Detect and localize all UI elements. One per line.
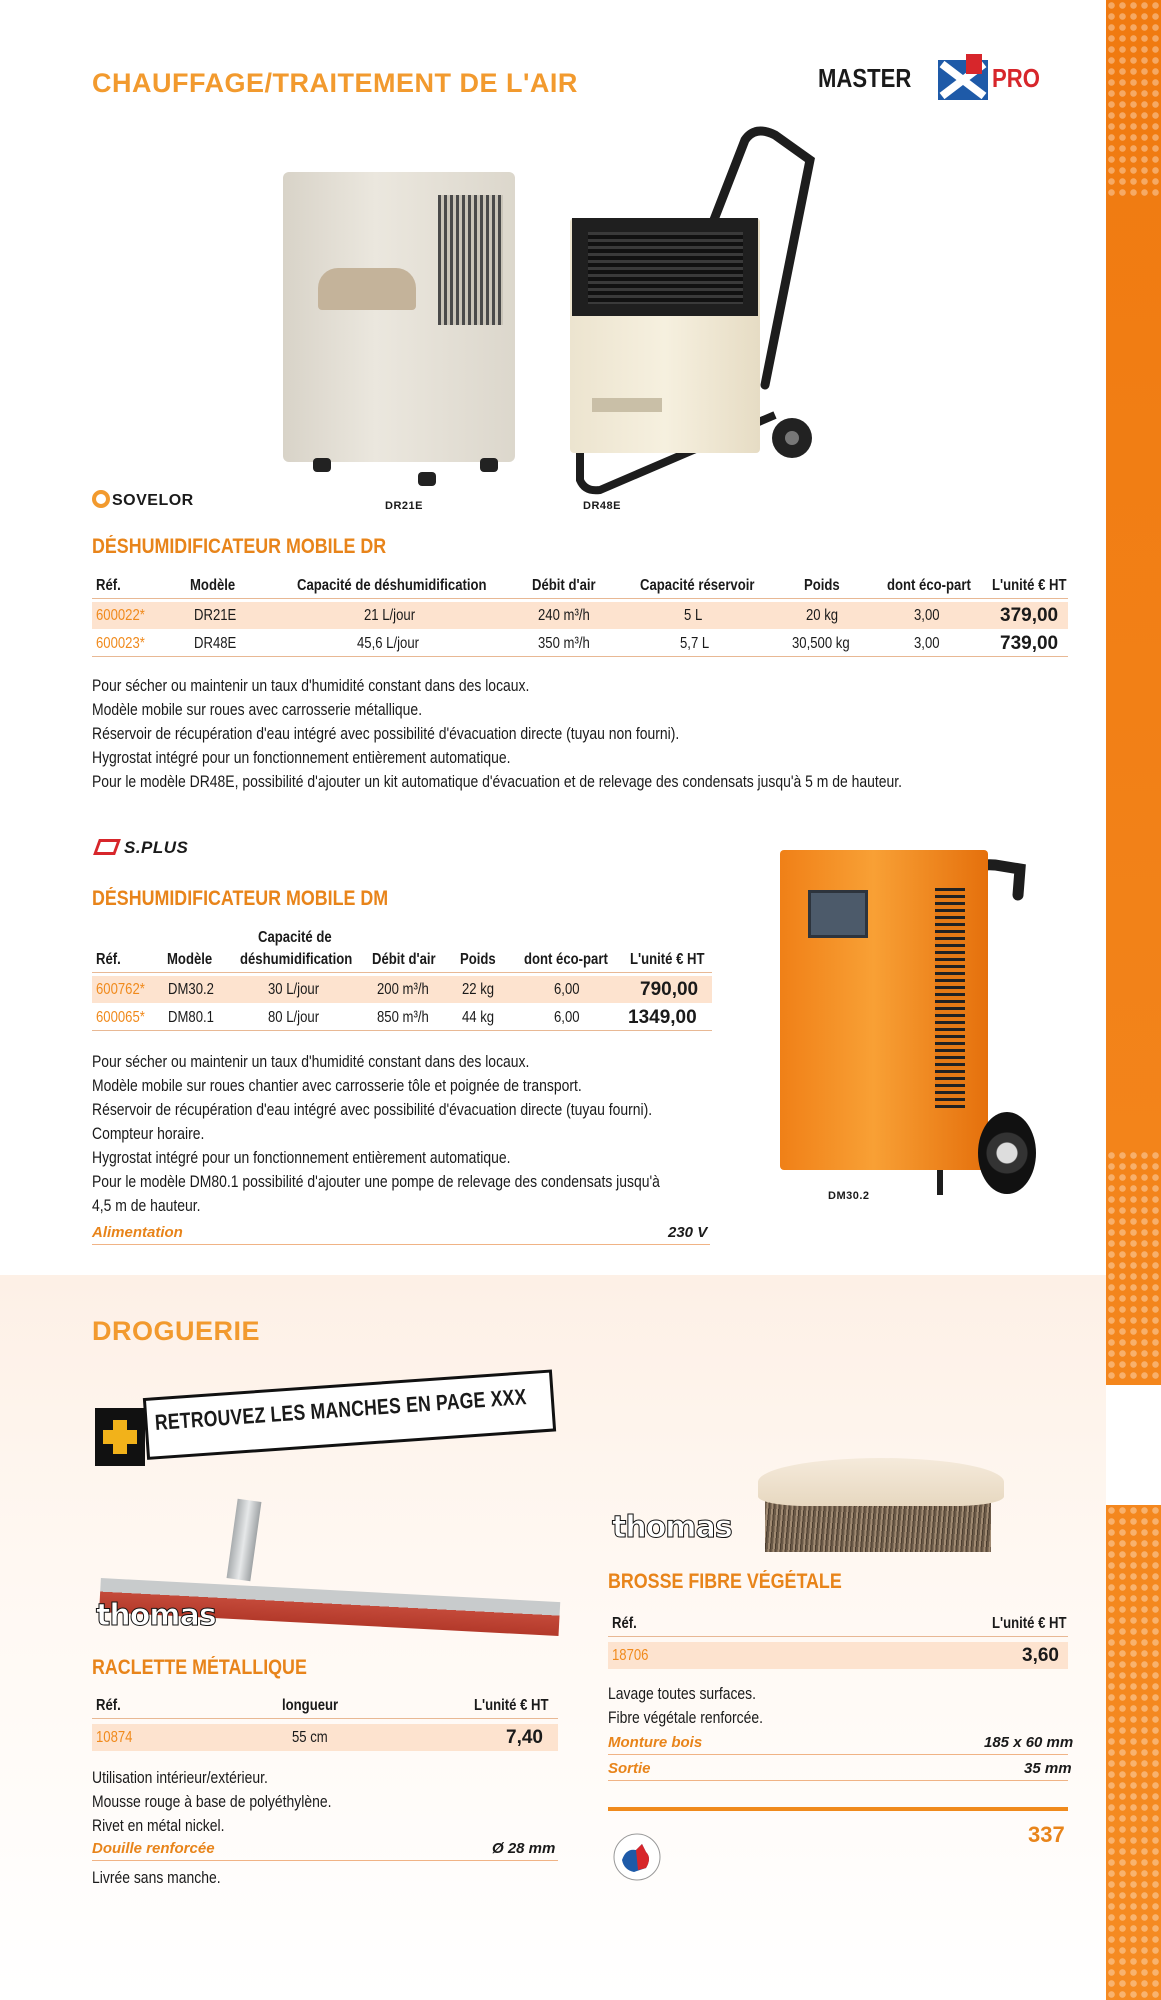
- cell-ref: 600023*: [96, 635, 145, 652]
- table-brosse: [608, 1610, 1068, 1670]
- description-dm: [92, 1050, 660, 1218]
- table-row: [92, 602, 1068, 629]
- table-raclette: [92, 1692, 558, 1752]
- cell-model: DM80.1: [168, 1009, 214, 1026]
- brosse-image: [758, 1458, 1004, 1506]
- description-line: Pour sécher ou maintenir un taux d'humidité constant dans des locaux.: [92, 1052, 530, 1071]
- description-line: Pour le modèle DM80.1 possibilité d'ajouter une pompe de relevage des condensats jusqu'à: [92, 1172, 660, 1191]
- col-eco: dont éco-part: [887, 577, 971, 594]
- col-capacity-line2: déshumidification: [240, 951, 353, 968]
- caption-dr21e: DR21E: [385, 500, 423, 512]
- spec-label-douille: Douille renforcée: [92, 1840, 215, 1857]
- spec-divider: [608, 1780, 1068, 1781]
- footer-raclette: Livrée sans manche.: [92, 1868, 221, 1887]
- col-airflow: Débit d'air: [532, 577, 596, 594]
- cell-eco: 6,00: [554, 981, 580, 998]
- cell-tank: 5 L: [684, 607, 703, 624]
- spec-value-douille: Ø 28 mm: [492, 1840, 556, 1857]
- cell-capacity: 80 L/jour: [268, 1009, 320, 1026]
- cell-capacity: 30 L/jour: [268, 981, 320, 998]
- spec-divider: [608, 1754, 1068, 1755]
- section-title-droguerie: DROGUERIE: [92, 1316, 261, 1346]
- col-model: Modèle: [167, 951, 213, 968]
- cell-model: DM30.2: [168, 981, 214, 998]
- col-price: L'unité € HT: [630, 951, 705, 968]
- cell-length: 55 cm: [292, 1729, 328, 1746]
- spec-value-sortie: 35 mm: [1024, 1760, 1072, 1777]
- cell-eco: 6,00: [554, 1009, 580, 1026]
- product-title-dr: DÉSHUMIDIFICATEUR MOBILE DR: [92, 535, 387, 558]
- product-title-dm: DÉSHUMIDIFICATEUR MOBILE DM: [92, 887, 389, 910]
- cell-capacity: 21 L/jour: [364, 607, 416, 624]
- spec-label-alimentation: Alimentation: [92, 1224, 183, 1241]
- side-stripe-gap: [1106, 1385, 1161, 1505]
- brosse-bristles-image: [765, 1500, 991, 1552]
- product-title-raclette: RACLETTE MÉTALLIQUE: [92, 1656, 307, 1679]
- col-eco: dont éco-part: [524, 951, 608, 968]
- banner-text: RETROUVEZ LES MANCHES EN PAGE XXX: [154, 1384, 528, 1435]
- description-line: Pour le modèle DR48E, possibilité d'ajouter un kit automatique d'évacuation et de relevage des condensats jusqu'à 5 m de hauteur.: [92, 772, 903, 791]
- cell-airflow: 350 m³/h: [538, 635, 590, 652]
- dr21e-wheel: [313, 458, 331, 472]
- table-row: [92, 976, 712, 1003]
- plus-icon: [95, 1408, 145, 1466]
- cell-price: 7,40: [506, 1727, 543, 1748]
- description-line: 4,5 m de hauteur.: [92, 1196, 201, 1215]
- col-capacity: Capacité de déshumidification: [297, 577, 487, 594]
- col-weight: Poids: [460, 951, 496, 968]
- side-dots-top: [1106, 0, 1161, 200]
- cell-weight: 20 kg: [806, 607, 839, 624]
- col-price: L'unité € HT: [474, 1697, 549, 1714]
- made-in-france-icon: [612, 1832, 662, 1882]
- col-airflow: Débit d'air: [372, 951, 436, 968]
- col-model: Modèle: [190, 577, 236, 594]
- col-length: longueur: [282, 1697, 339, 1714]
- logo-pro: PRO: [992, 63, 1040, 93]
- table-row: [608, 1642, 1068, 1669]
- description-line: Utilisation intérieur/extérieur.: [92, 1768, 268, 1787]
- manches-banner[interactable]: [95, 1384, 555, 1474]
- dr21e-panel: [318, 268, 416, 310]
- cell-price: 790,00: [640, 979, 699, 1000]
- description-line: Mousse rouge à base de polyéthylène.: [92, 1792, 332, 1811]
- col-ref: Réf.: [96, 577, 121, 594]
- spec-label-monture: Monture bois: [608, 1734, 703, 1751]
- col-ref: Réf.: [96, 1697, 121, 1714]
- description-line: Hygrostat intégré pour un fonctionnement entièrement automatique.: [92, 748, 511, 767]
- cell-airflow: 200 m³/h: [377, 981, 429, 998]
- spec-value-alimentation: 230 V: [668, 1224, 708, 1241]
- description-raclette: [92, 1766, 331, 1838]
- cell-eco: 3,00: [914, 607, 940, 624]
- col-price: L'unité € HT: [992, 577, 1067, 594]
- cell-eco: 3,00: [914, 635, 940, 652]
- description-brosse: [608, 1682, 763, 1730]
- description-dr: [92, 674, 902, 794]
- cell-model: DR48E: [194, 635, 237, 652]
- cell-price: 1349,00: [628, 1007, 697, 1028]
- orange-divider: [608, 1807, 1068, 1811]
- col-ref: Réf.: [96, 951, 121, 968]
- splus-logo: S.PLUS: [96, 838, 188, 858]
- dm30-wheel: [978, 1112, 1036, 1194]
- description-line: Réservoir de récupération d'eau intégré avec possibilité d'évacuation directe (tuyau fourni).: [92, 1100, 653, 1119]
- cell-model: DR21E: [194, 607, 237, 624]
- product-title-brosse: BROSSE FIBRE VÉGÉTALE: [608, 1570, 842, 1593]
- cell-price: 379,00: [1000, 605, 1059, 626]
- cell-airflow: 240 m³/h: [538, 607, 590, 624]
- dm30-grille: [935, 888, 965, 1108]
- description-line: Compteur horaire.: [92, 1124, 205, 1143]
- table-row: [92, 630, 1068, 657]
- col-tank: Capacité réservoir: [640, 577, 755, 594]
- cell-tank: 5,7 L: [680, 635, 710, 652]
- col-weight: Poids: [804, 577, 840, 594]
- page-number: 337: [1028, 1822, 1065, 1847]
- col-price: L'unité € HT: [992, 1615, 1067, 1632]
- dm30-display: [808, 890, 868, 938]
- side-dots-mid: [1106, 1150, 1161, 1380]
- description-line: Lavage toutes surfaces.: [608, 1684, 757, 1703]
- spec-value-monture: 185 x 60 mm: [984, 1734, 1074, 1751]
- dr21e-wheel: [418, 472, 436, 486]
- cell-weight: 44 kg: [462, 1009, 495, 1026]
- cell-ref: 600022*: [96, 607, 145, 624]
- cell-ref: 600065*: [96, 1009, 145, 1026]
- table-header: [608, 1610, 1068, 1637]
- description-line: Hygrostat intégré pour un fonctionnement entièrement automatique.: [92, 1148, 511, 1167]
- cell-weight: 22 kg: [462, 981, 495, 998]
- dr48e-grille-slats: [588, 232, 743, 304]
- dr21e-wheel: [480, 458, 498, 472]
- section-title-chauffage: CHAUFFAGE/TRAITEMENT DE L'AIR: [92, 68, 578, 98]
- description-line: Rivet en métal nickel.: [92, 1816, 225, 1835]
- masterpro-flag-icon: [938, 54, 988, 104]
- thomas-logo-raclette: thomas: [96, 1598, 216, 1633]
- description-line: Pour sécher ou maintenir un taux d'humidité constant dans des locaux.: [92, 676, 530, 695]
- table-header: [92, 1692, 558, 1719]
- cell-ref: 10874: [96, 1729, 133, 1746]
- table-row: [92, 1004, 712, 1031]
- dr21e-grille: [438, 195, 503, 325]
- description-line: Modèle mobile sur roues avec carrosserie métallique.: [92, 700, 423, 719]
- spec-divider: [92, 1860, 558, 1861]
- table-row: [92, 1724, 558, 1751]
- caption-dr48e: DR48E: [583, 500, 621, 512]
- spec-label-sortie: Sortie: [608, 1760, 651, 1777]
- description-line: Fibre végétale renforcée.: [608, 1708, 763, 1727]
- cell-ref: 600762*: [96, 981, 145, 998]
- description-line: Réservoir de récupération d'eau intégré avec possibilité d'évacuation directe (tuyau non fourni).: [92, 724, 680, 743]
- logo-master: MASTER: [818, 63, 912, 93]
- cell-airflow: 850 m³/h: [377, 1009, 429, 1026]
- description-line: Modèle mobile sur roues chantier avec carrosserie tôle et poignée de transport.: [92, 1076, 582, 1095]
- side-dots-bottom: [1106, 1505, 1161, 2000]
- cell-weight: 30,500 kg: [792, 635, 850, 652]
- sovelor-logo: SOVELOR: [92, 490, 194, 510]
- cell-capacity: 45,6 L/jour: [357, 635, 419, 652]
- col-ref: Réf.: [612, 1615, 637, 1632]
- thomas-logo-brosse: thomas: [612, 1510, 732, 1545]
- col-capacity-line1: Capacité de: [258, 929, 332, 946]
- caption-dm30: DM30.2: [828, 1190, 870, 1202]
- spec-divider: [92, 1244, 710, 1245]
- table-header: [92, 946, 712, 973]
- table-dr: [92, 572, 1068, 662]
- cell-price: 739,00: [1000, 633, 1059, 654]
- cell-ref: 18706: [612, 1647, 649, 1664]
- table-header: [92, 572, 1068, 599]
- cell-price: 3,60: [1022, 1645, 1059, 1666]
- table-dm: [92, 924, 712, 1044]
- dr48e-label-plate: [592, 398, 662, 412]
